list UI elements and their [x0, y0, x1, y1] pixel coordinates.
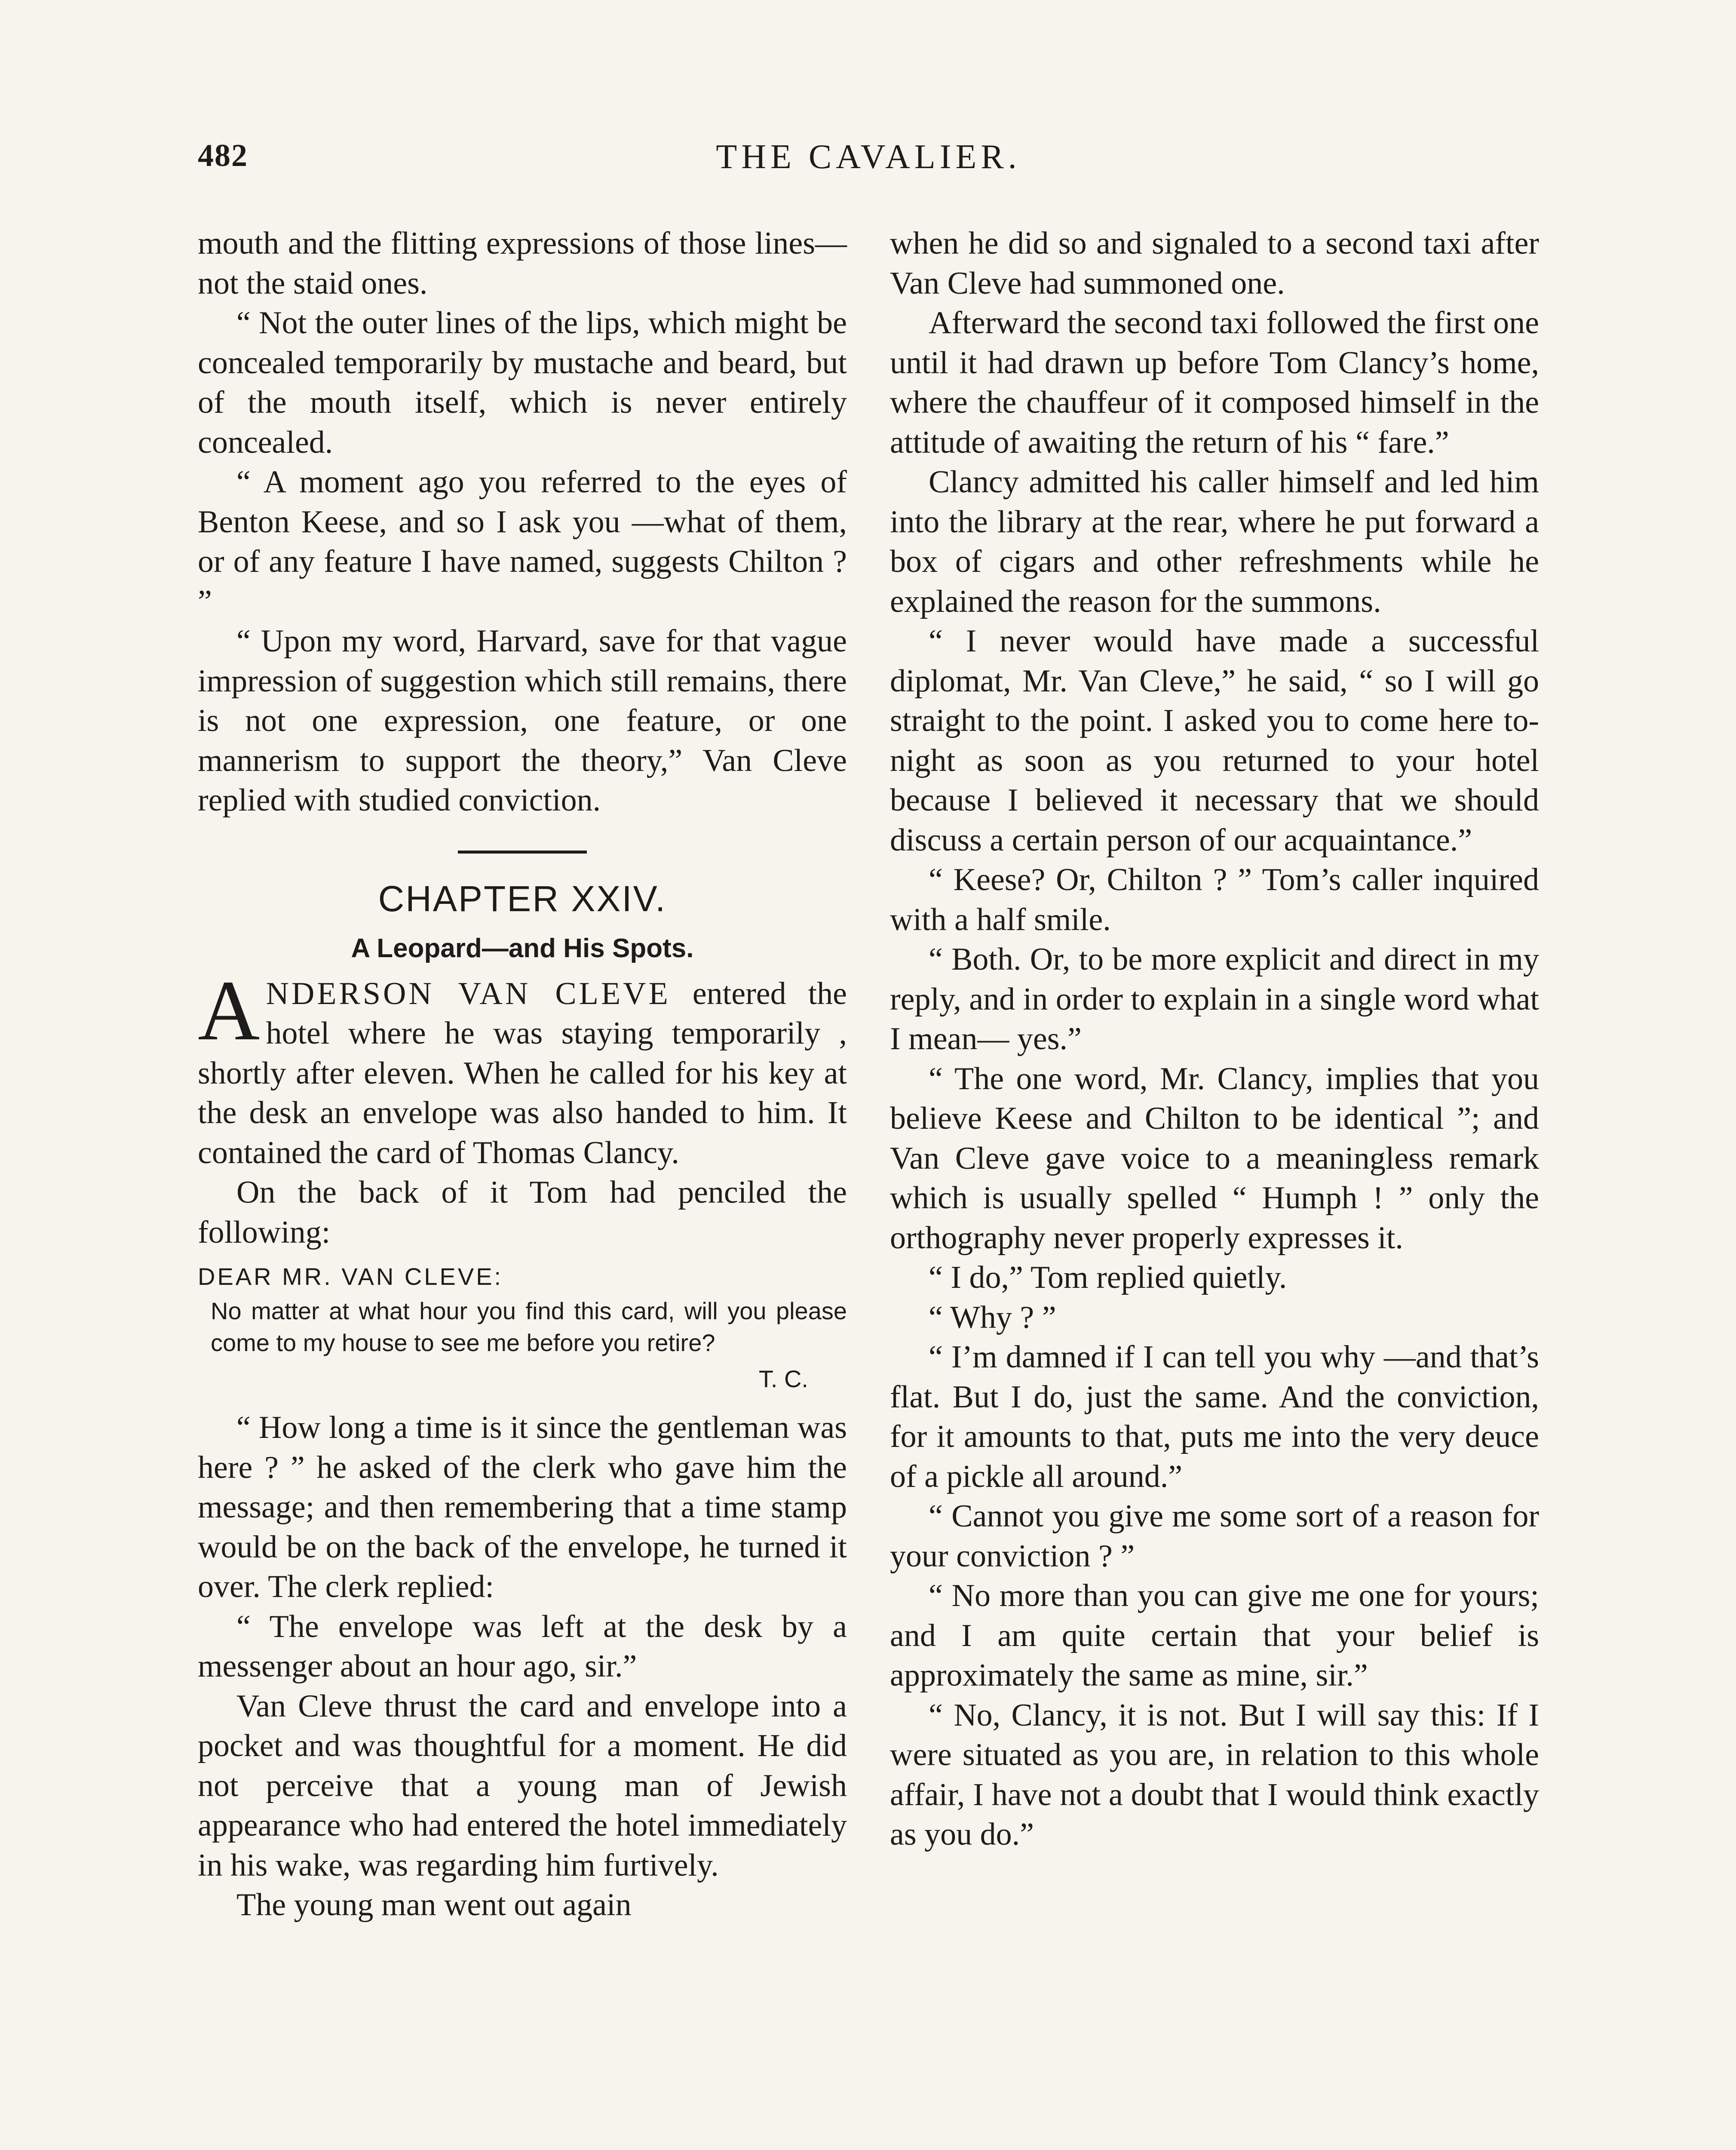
page-header	[198, 138, 1539, 185]
letter-body: No matter at what hour you find this card, will you please come to my house to see me before you retire?	[211, 1297, 847, 1356]
opening-name: NDERSON VAN CLEVE	[266, 976, 671, 1011]
page-number: 482	[198, 138, 248, 173]
paragraph: when he did so and signaled to a second taxi after Van Cleve had summoned one.	[890, 226, 1539, 301]
opening-text: entered the hotel where he was staying temporarily , shortly after eleven. When he called for his key at the desk an envelope was also handed to him. It contained the card of Thomas Clancy.	[198, 976, 847, 1170]
right-column	[890, 224, 1539, 1855]
letter-salutation: DEAR MR. VAN CLEVE:	[198, 1263, 503, 1290]
paragraph: “ The one word, Mr. Clancy, implies that you believe Keese and Chilton to be identical ”; and Van Cleve gave voice to a meaningless remark which is usually spelled “ Humph ! ” only the orthography never properly expresses it.	[890, 1061, 1539, 1256]
chapter-title: CHAPTER XXIV.	[378, 878, 667, 919]
paragraph: “ A moment ago you referred to the eyes of Benton Keese, and so I ask you —what of them, or of any feature I have named, suggests Chilton ? ”	[198, 464, 847, 619]
paragraph: “ Both. Or, to be more explicit and direct in my reply, and in order to explain in a single word what I mean— yes.”	[890, 942, 1539, 1057]
paragraph: “ Why ? ”	[929, 1299, 1056, 1335]
paragraph: “ How long a time is it since the gentleman was here ? ” he asked of the clerk who gave him the message; and then remembering that a time stamp would be on the back of the envelope, he turned it over. The clerk replied:	[198, 1410, 847, 1604]
paragraph: “ The envelope was left at the desk by a messenger about an hour ago, sir.”	[198, 1609, 847, 1684]
running-title: THE CAVALIER.	[716, 138, 1021, 176]
chapter-subtitle: A Leopard—and His Spots.	[351, 933, 694, 963]
paragraph: “ Upon my word, Harvard, save for that vague impression of suggestion which still remains, there is not one expression, one feature, or one mannerism to support the theory,” Van Cleve replied with studied conviction.	[198, 624, 847, 818]
section-divider	[458, 851, 587, 854]
drop-cap: A	[198, 963, 260, 1058]
paragraph: Van Cleve thrust the card and envelope into a pocket and was thoughtful for a moment. He did not perceive that a young man of Jewish appearance who had entered the hotel immediately in his wake, was regarding him furtively.	[198, 1688, 847, 1883]
paragraph: “ No more than you can give me one for yours; and I am quite certain that your belief is approximately the same as mine, sir.”	[890, 1578, 1539, 1693]
letter-signature: T. C.	[758, 1365, 808, 1392]
left-column	[198, 224, 847, 1925]
paragraph: Afterward the second taxi followed the first one until it had drawn up before Tom Clancy’s home, where the chauffeur of it composed himself in the attitude of awaiting the return of his “ fare.”	[890, 305, 1539, 460]
paragraph: Clancy admitted his caller himself and led him into the library at the rear, where he put forward a box of cigars and other refreshments while he explained the reason for the summons.	[890, 464, 1539, 619]
paragraph: On the back of it Tom had penciled the following:	[198, 1175, 847, 1250]
paragraph: “ Cannot you give me some sort of a reason for your conviction ? ”	[890, 1499, 1539, 1574]
paragraph: “ I’m damned if I can tell you why —and that’s flat. But I do, just the same. And the conviction, for it amounts to that, puts me into the very deuce of a pickle all around.”	[890, 1339, 1539, 1494]
paragraph: “ I never would have made a successful diplomat, Mr. Van Cleve,” he said, “ so I will go straight to the point. I asked you to come here to-night as soon as you returned to your hotel because I believed it necessary that we should discuss a certain person of our acquaintance.”	[890, 624, 1539, 858]
paragraph: “ I do,” Tom replied quietly.	[929, 1260, 1287, 1295]
paragraph: “ Keese? Or, Chilton ? ” Tom’s caller inquired with a half smile.	[890, 862, 1539, 937]
letter-note	[198, 1261, 847, 1395]
paragraph: “ Not the outer lines of the lips, which might be concealed temporarily by mustache and beard, but of the mouth itself, which is never entirely concealed.	[198, 305, 847, 460]
paragraph: “ No, Clancy, it is not. But I will say this: If I were situated as you are, in relation to this whole affair, I have not a doubt that I would think exactly as you do.”	[890, 1697, 1539, 1852]
paragraph: mouth and the flitting expressions of those lines—not the staid ones.	[198, 226, 847, 301]
chapter-opening-paragraph	[198, 963, 847, 1173]
paragraph: The young man went out again	[236, 1887, 632, 1923]
